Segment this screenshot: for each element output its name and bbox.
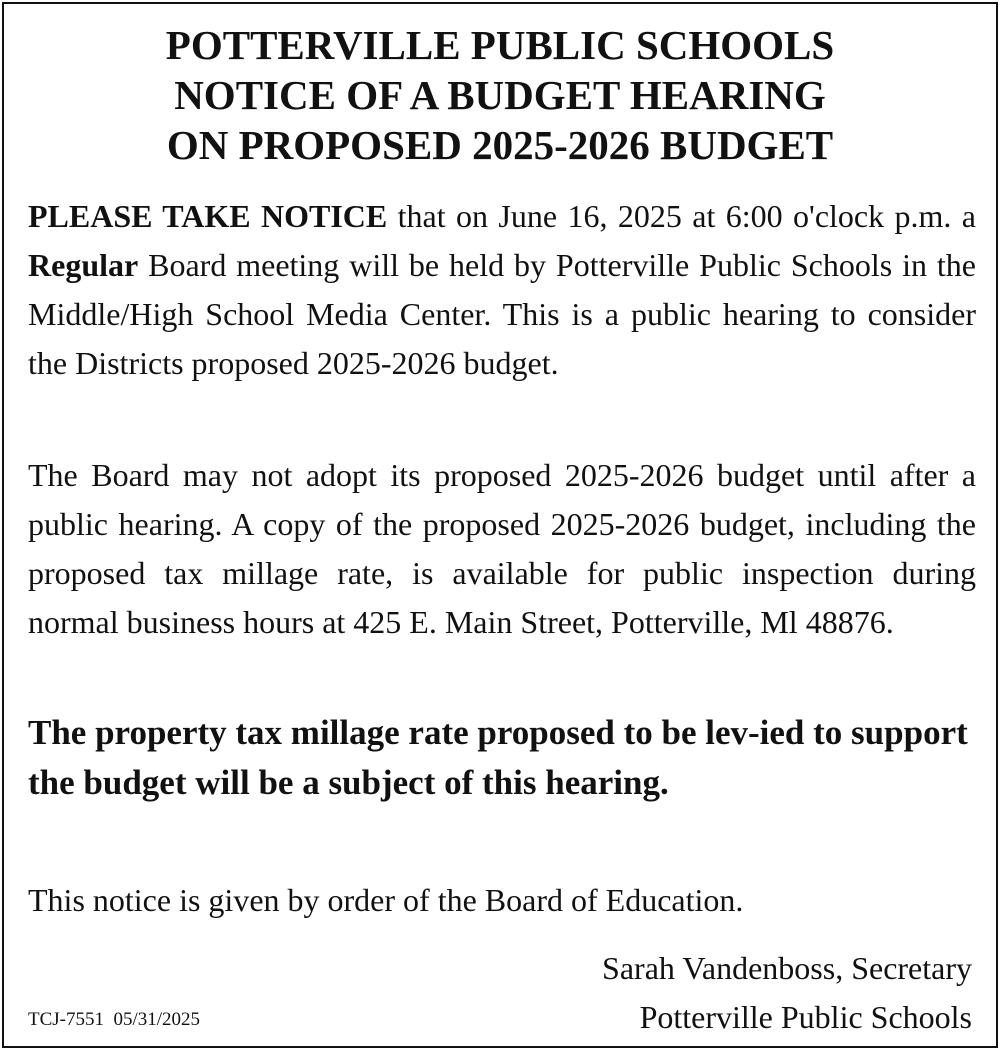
reference-date: 05/31/2025 bbox=[113, 1009, 201, 1030]
notice-lead-text: PLEASE TAKE NOTICE bbox=[28, 198, 388, 234]
signature-block bbox=[602, 944, 972, 1042]
header-line-2: NOTICE OF A BUDGET HEARING bbox=[174, 72, 826, 118]
header-line-3: ON PROPOSED 2025-2026 BUDGET bbox=[166, 122, 834, 168]
signer-organization: Potterville Public Schools bbox=[639, 999, 972, 1035]
meeting-notice-paragraph bbox=[28, 192, 976, 388]
millage-rate-statement: The property tax millage rate proposed to be lev-ied to support the budget will be a subject of this hearing. bbox=[28, 713, 968, 802]
budget-inspection-paragraph: The Board may not adopt its proposed 2025-2026 budget until after a public hearing. A copy of the proposed 2025-2026 budget, including the proposed tax millage rate, is available for public inspection during normal business hours at 425 E. Main Street, Potterville, Ml 48876. bbox=[28, 457, 976, 640]
notice-header bbox=[4, 20, 996, 170]
reference-code: TCJ-7551 bbox=[28, 1009, 104, 1030]
meeting-details-text: that on June 16, 2025 at 6:00 o'clock p.m. a bbox=[387, 198, 977, 234]
meeting-location-text: Board meeting will be held by Potterville Public Schools in the Middle/High School Media Center. This is a public hearing to consider the Districts proposed 2025-2026 budget. bbox=[28, 247, 976, 381]
meeting-type-text: Regular bbox=[28, 247, 139, 283]
budget-hearing-notice bbox=[2, 2, 998, 1048]
signer-name-title: Sarah Vandenboss, Secretary bbox=[602, 950, 972, 986]
order-statement: This notice is given by order of the Board of Education. bbox=[28, 882, 744, 918]
publication-reference bbox=[28, 1008, 200, 1032]
header-line-1: POTTERVILLE PUBLIC SCHOOLS bbox=[165, 22, 835, 68]
